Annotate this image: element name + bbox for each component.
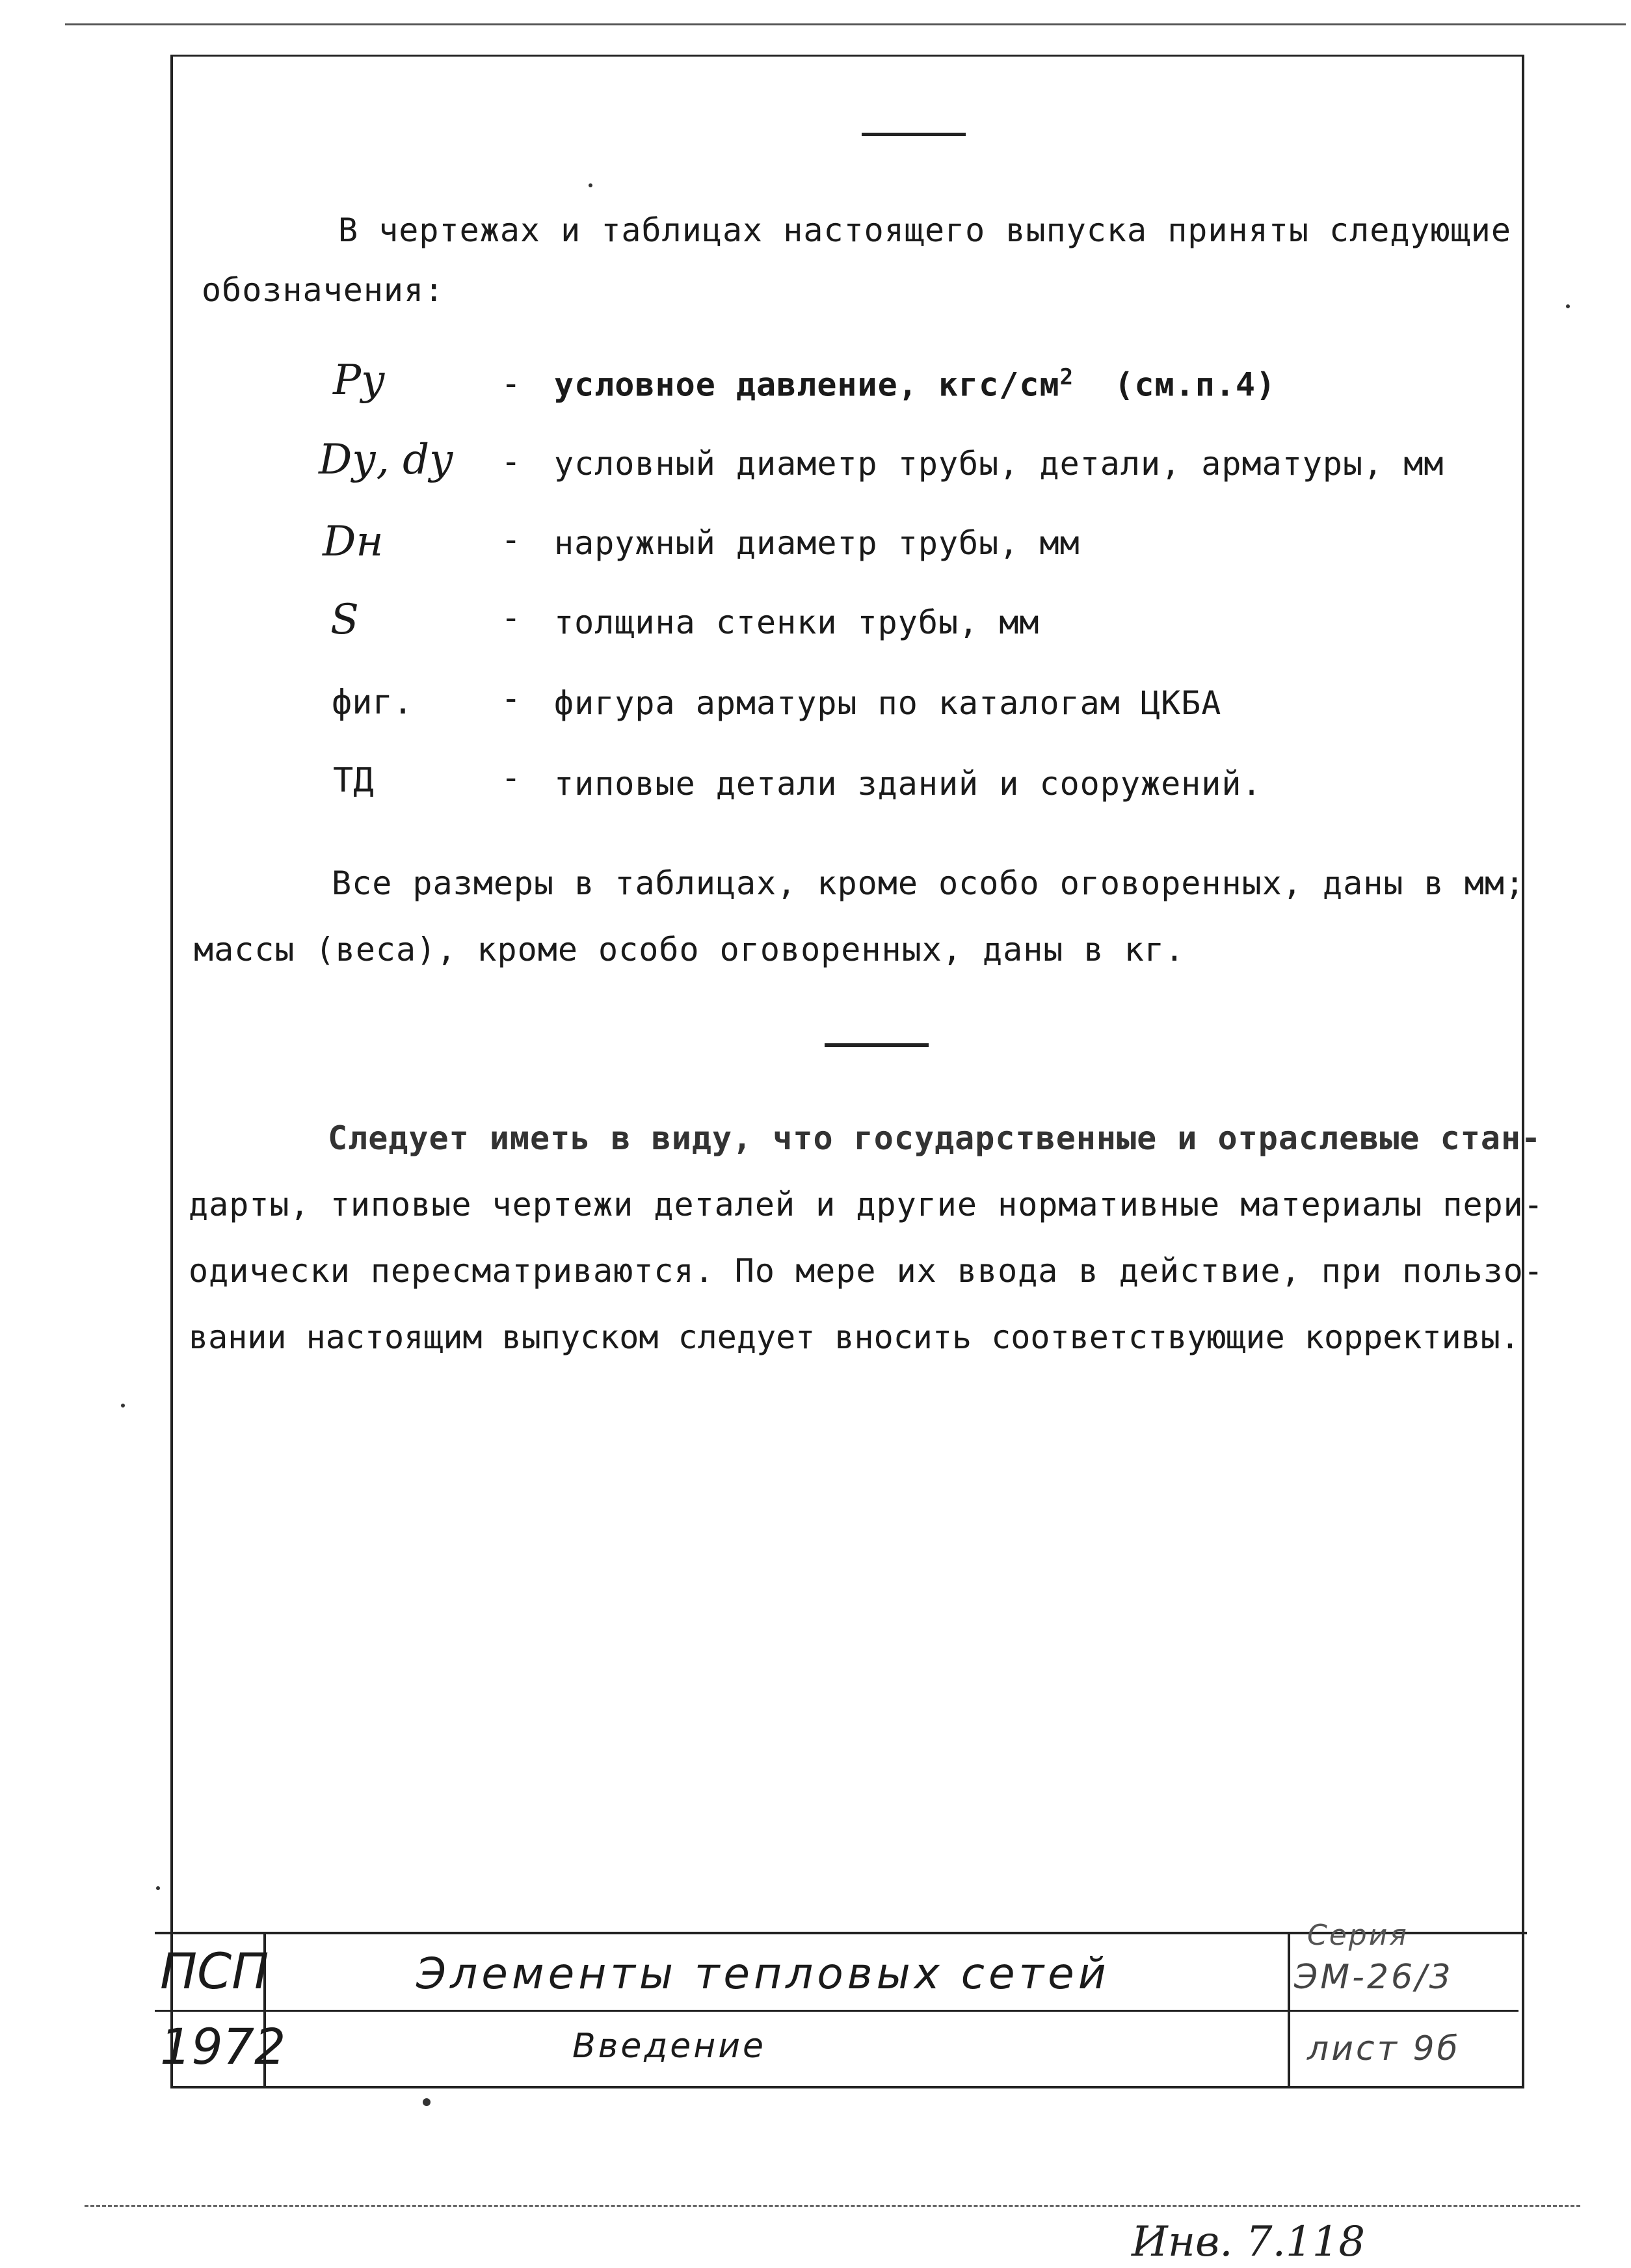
legend-definition: фигура арматуры по каталогам ЦКБА [554,684,1222,722]
legend-dash: - [501,520,522,559]
legend-definition: толщина стенки трубы, мм [554,604,1040,641]
warning-line-4: вании настоящим выпуском следует вносить соответствующие коррективы. [189,1318,1520,1356]
scan-speck [156,1886,160,1890]
scan-speck [1566,304,1570,308]
scan-speck [423,2098,431,2106]
legend-symbol: Dу, dу [319,436,454,484]
sheet-top-border [65,23,1626,25]
warning-line-3: одически пересматриваются. По мере их ввода в действие, при пользо- [189,1252,1544,1290]
legend-definition: типовые детали зданий и сооружений. [554,765,1262,803]
series-label: Серия [1307,1919,1409,1952]
org-name: ПСП [160,1942,269,2000]
legend-definition: наружный диаметр трубы, мм [554,524,1080,562]
title-block-row-divider [155,2010,265,2012]
scan-speck [589,183,592,187]
legend-dash: - [501,758,522,797]
year: 1972 [160,2018,286,2075]
legend-definition [554,364,1276,404]
bottom-border [85,2205,1580,2207]
legend-definition-text: условное давление, кгс/см [554,366,1060,404]
legend-definition: условный диаметр трубы, детали, арматуры, мм [554,445,1444,483]
warning-line-2: дарты, типовые чертежи деталей и другие нормативные материалы пери- [189,1186,1544,1223]
document-title: Элементы тепловых сетей [416,1949,1110,1999]
legend-dash: - [501,679,522,718]
scan-speck [121,1404,125,1407]
legend-symbol: фиг. [332,683,414,722]
legend-symbol: S [330,596,359,644]
intro-line-1: В чертежах и таблицах настоящего выпуска приняты следующие [338,211,1511,249]
sizes-note-line-2: массы (веса), кроме особо оговоренных, даны в кг. [194,931,1186,968]
document-subtitle: Введение [572,2027,767,2066]
title-block-row-divider [263,2010,1518,2012]
legend-dash: - [501,442,522,481]
warning-line-1: Следует иметь в виду, что государственные и отраслевые стан- [328,1119,1542,1157]
sheet-number: лист 9б [1307,2029,1461,2068]
legend-symbol: Pу [333,356,386,405]
legend-dash: - [501,598,522,637]
legend-symbol: ТД [333,761,374,800]
inventory-signature: Инв. 7.118 [1132,2218,1366,2266]
legend-dash: - [501,364,522,403]
header-dash [862,133,966,136]
sizes-note-line-1: Все размеры в таблицах, кроме особо оговоренных, даны в мм; [332,864,1526,902]
superscript: 2 [1059,364,1074,390]
intro-line-2: обозначения: [202,271,445,309]
section-divider [825,1043,929,1047]
series-number: ЭМ-26/3 [1294,1958,1453,1997]
legend-note: (см.п.4) [1114,366,1277,404]
legend-symbol: Dн [323,518,384,566]
